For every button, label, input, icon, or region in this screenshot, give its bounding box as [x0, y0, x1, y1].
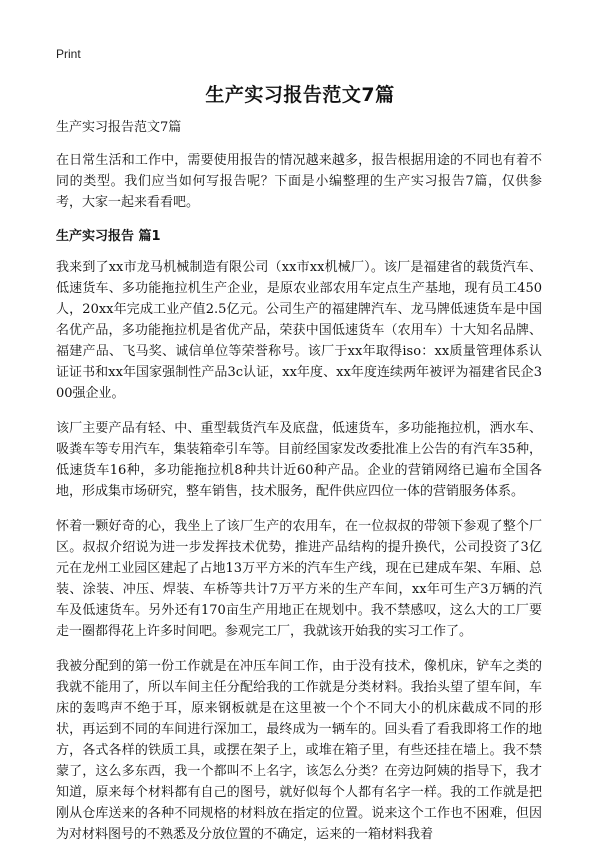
document-title: 生产实习报告范文7篇 [205, 84, 395, 106]
body-paragraph: 该厂主要产品有轻、中、重型载货汽车及底盘，低速货车，多功能拖拉机，洒水车、吸粪车等专用汽车，集装箱牵引车等。目前经国家发改委批准上公告的有汽车35种，低速货车16种，多功能拖拉机8种共计近60种产品。企业的营销网络已遍布全国各地，形成集市场研究，整车销售，技术服务，配件供应四位一体的营销服务体系。 [56, 421, 542, 499]
document-body [56, 118, 542, 859]
body-paragraph: 怀着一颗好奇的心，我坐上了该厂生产的农用车，在一位叔叔的带领下参观了整个厂区。叔叔介绍说为进一步发挥技术优势，推进产品结构的提升换代，公司投资了3亿元在龙州工业园区建起了占地13万平方米的汽车生产线，现在已建成车架、车厢、总装、涂装、冲压、焊装、车桥等共计7万平方米的生产车间，xx年可生产3万辆的汽车及低速货车。另外还有170亩生产用地正在规划中。我不禁感叹，这么大的工厂要走一圈都得花上许多时间吧。参观完工厂，我就该开始我的实习工作了。 [56, 519, 542, 639]
section-heading: 生产实习报告 篇1 [56, 229, 161, 244]
print-label: Print [56, 47, 81, 61]
document-subtitle: 生产实习报告范文7篇 [56, 120, 182, 135]
body-paragraph: 我被分配到的第一份工作就是在冲压车间工作，由于没有技术，像机床，铲车之类的我就不能用了，所以车间主任分配给我的工作就是分类材料。我抬头望了望车间，车床的轰鸣声不绝于耳，原来钢板就是在这里被一个个不同大小的机床截成不同的形状，再运到不同的车间进行深加工，最终成为一辆车的。回头看了看我即将工作的地方，各式各样的铁质工具，或摆在架子上，或堆在箱子里，有些还挂在墙上。我不禁蒙了，这么多东西，我一个都叫不上名字，该怎么分类？在旁边阿姨的指导下，我才知道，原来每个材料都有自己的图号，就好似每个人都有名字一样。我的工作就是把刚从仓库送来的各种不同规格的材料放在指定的位置。说来这个工作也不困难，但因为对材料图号的不熟悉及分放位置的不确定，运来的一箱材料我着 [56, 659, 542, 842]
body-paragraph: 我来到了xx市龙马机械制造有限公司（xx市xx机械厂）。该厂是福建省的载货汽车、低速货车、多功能拖拉机生产企业，是原农业部农用车定点生产基地，现有员工450人，20xx年完成工业产值2.5亿元。公司生产的福建牌汽车、龙马牌低速货车是中国名优产品，多功能拖拉机是省优产品，荣获中国低速货车（农用车）十大知名品牌、福建产品、飞马奖、诚信单位等荣誉称号。该厂于xx年取得iso：xx质量管理体系认证证书和xx年国家强制性产品3c认证，xx年度、xx年度连续两年被评为福建省民企300强企业。 [56, 260, 542, 401]
intro-paragraph: 在日常生活和工作中，需要使用报告的情况越来越多，报告根据用途的不同也有着不同的类型。我们应当如何写报告呢？下面是小编整理的生产实习报告7篇，仅供参考，大家一起来看看吧。 [56, 153, 542, 210]
